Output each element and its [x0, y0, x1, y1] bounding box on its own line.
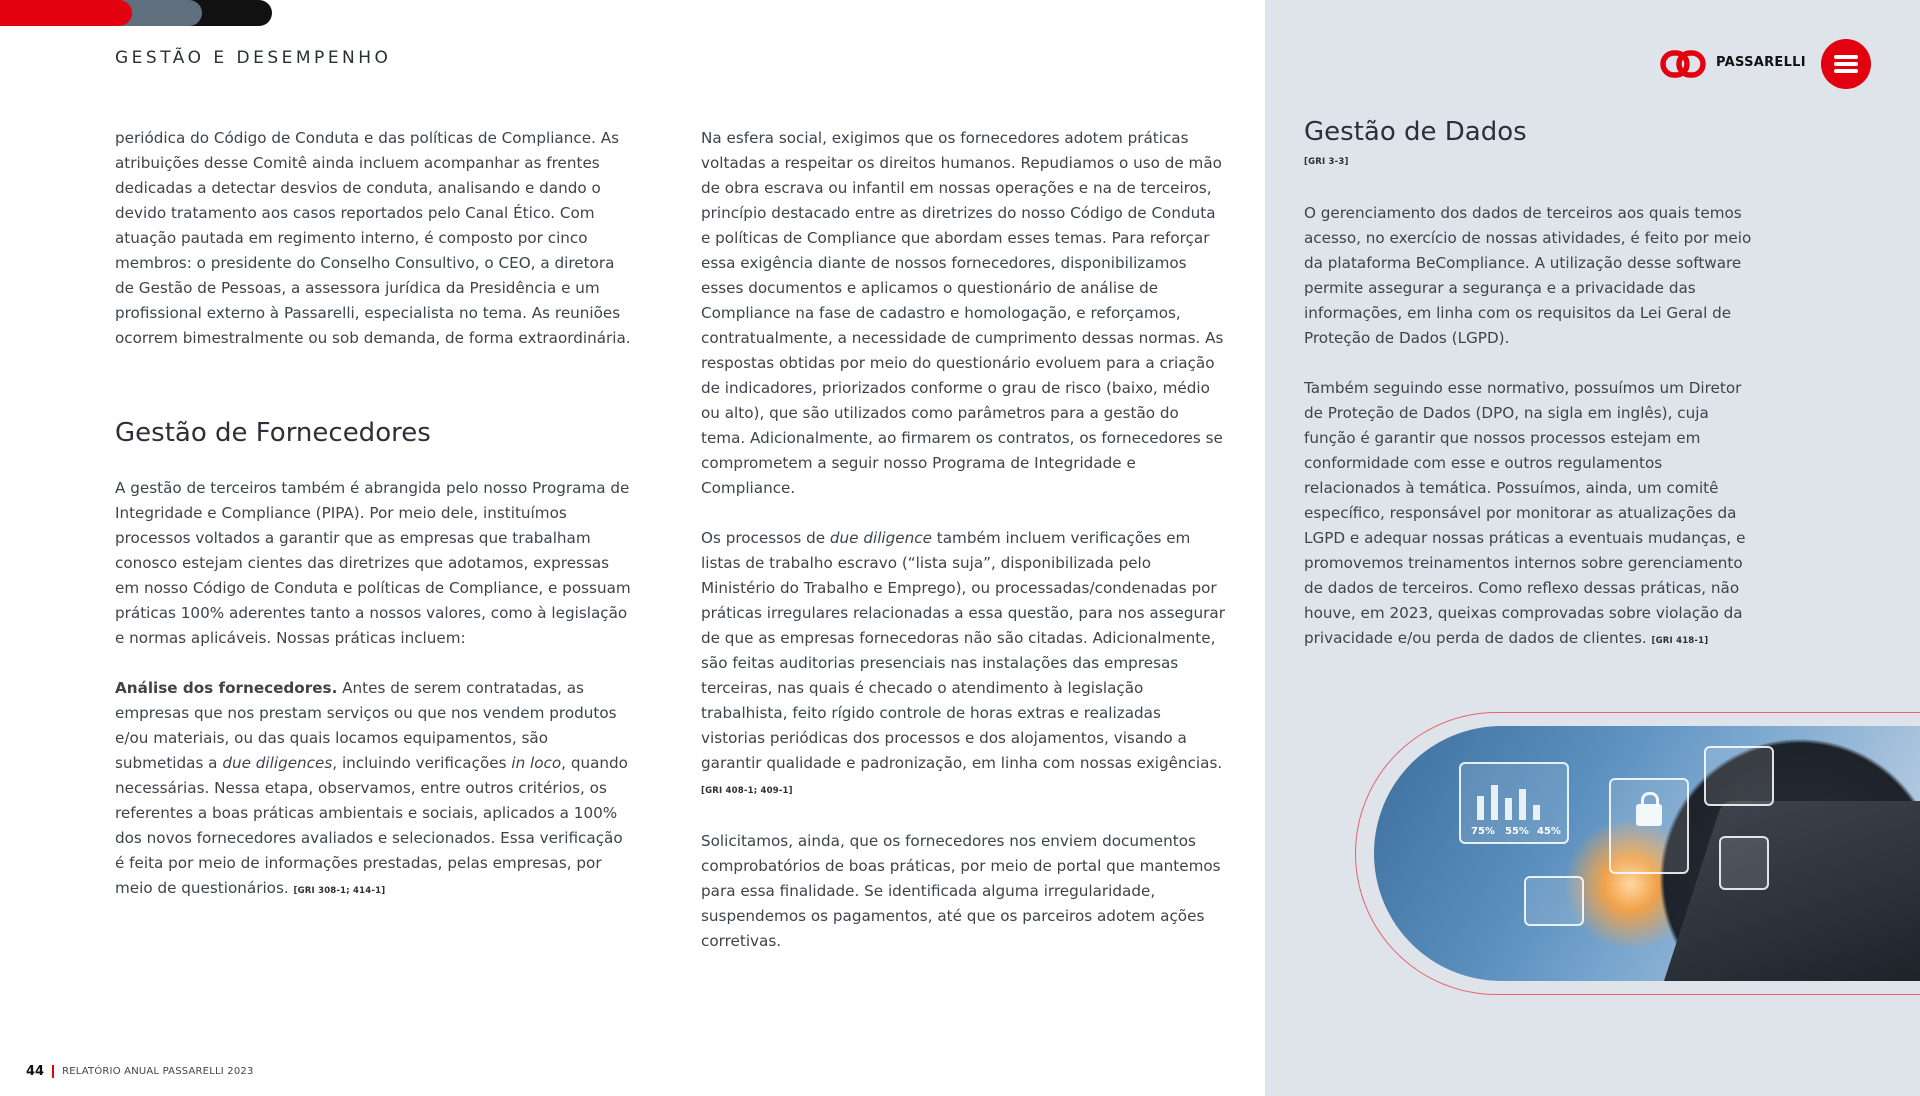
section-label: GESTÃO E DESEMPENHO — [115, 48, 392, 68]
overlay-bar — [1505, 798, 1512, 820]
footer — [26, 1063, 254, 1079]
heading-gestao-dados: Gestão de Dados — [1304, 117, 1527, 147]
page-number: 44 — [26, 1063, 45, 1079]
chart-overlay-box — [1459, 762, 1569, 844]
progress-bar — [0, 0, 272, 26]
passarelli-logo-icon — [1660, 48, 1706, 80]
overlay-percent: 55% — [1505, 826, 1529, 837]
brand-name: PASSARELLI — [1716, 55, 1806, 70]
paragraph: periódica do Código de Conduta e das políticas de Compliance. As atribuições desse Comitê ainda incluem acompanhar as frentes dedicadas a detectar desvios de conduta, analisando e dando o devido tratamento aos casos reportados pelo Canal Ético. Com atuação pautada em regimento interno, é composto por cinco membros: o presidente do Conselho Consultivo, o CEO, a diretora de Gestão de Pessoas, a assessora jurídica da Presidência e um profissional externo à Passarelli, especialista no tema. As reuniões ocorrem bimestralmente ou sob demanda, de forma extraordinária. — [115, 129, 631, 347]
progress-segment-red — [0, 0, 132, 26]
overlay-bar — [1491, 785, 1498, 820]
overlay-percent: 45% — [1537, 826, 1561, 837]
overlay-bar — [1519, 789, 1526, 820]
lock-icon — [1636, 804, 1662, 826]
gri-reference: [GRI 408-1; 409-1] — [701, 786, 793, 796]
column-3-text — [1304, 201, 1754, 654]
column-1-text — [115, 126, 635, 351]
overlay-bar — [1477, 796, 1484, 820]
bold-lead: Análise dos fornecedores. — [115, 679, 338, 697]
paragraph: Solicitamos, ainda, que os fornecedores nos enviem documentos comprobatórios de boas práticas, por meio de portal que mantemos para essa finalidade. Se identificada alguma irregularidade, suspendemos os pagamentos, até que os parceiros adotem ações corretivas. — [701, 832, 1221, 950]
graph-overlay-box — [1704, 746, 1774, 806]
paragraph: O gerenciamento dos dados de terceiros aos quais temos acesso, no exercício de nossas atividades, é feito por meio da plataforma BeCompliance. A utilização desse software permite assegurar a segurança e a privacidade das informações, em linha com os requisitos da Lei Geral de Proteção de Dados (LGPD). — [1304, 204, 1752, 347]
laptop-illustration — [1658, 801, 1920, 981]
paragraph: A gestão de terceiros também é abrangida pelo nosso Programa de Integridade e Compliance (PIPA). Por meio dele, instituímos processos voltados a garantir que as empresas que trabalham conosco estejam cientes das diretrizes que adotamos, expressas em nosso Código de Conduta e políticas de Compliance, e possuam práticas 100% aderentes tanto a nossos valores, como à legislação e normas aplicáveis. Nossas práticas incluem: — [115, 479, 631, 647]
heading-gestao-fornecedores: Gestão de Fornecedores — [115, 418, 431, 448]
overlay-bar — [1533, 805, 1540, 820]
menu-button[interactable] — [1821, 39, 1871, 89]
paragraph: Também seguindo esse normativo, possuímos um Diretor de Proteção de Dados (DPO, na sigla em inglês), cuja função é garantir que nossos processos estejam em conformidade com esse e outros regulamentos relacionados à temática. Possuímos, ainda, um comitê específico, responsável por monitorar as atualizações da LGPD e adequar nossas práticas a eventuais mudanças, e promovemos treinamentos internos sobre gerenciamento de dados de terceiros. Como reflexo dessas práticas, não houve, em 2023, queixas comprovadas sobre violação da privacidade e/ou perda de dados de clientes. [GRI 418-1] — [1304, 379, 1746, 647]
paragraph: Na esfera social, exigimos que os fornecedores adotem práticas voltadas a respeitar os direitos humanos. Repudiamos o uso de mão de obra escrava ou infantil em nossas operações e na de terceiros, princípio destacado entre as diretrizes do nosso Código de Conduta e políticas de Compliance que abordam esses temas. Para reforçar essa exigência diante de nossos fornecedores, disponibilizamos esses documentos e aplicamos o questionário de análise de Compliance na fase de cadastro e homologação, e reforçamos, contratualmente, a necessidade de cumprimento dessas normas. As respostas obtidas por meio do questionário evoluem para a criação de indicadores, priorizados conforme o grau de risco (baixo, médio ou alto), que são utilizados como parâmetros para a gestão do tema. Adicionalmente, ao firmarem os contratos, os fornecedores se comprometem a seguir nosso Programa de Integridade e Compliance. — [701, 129, 1224, 497]
file-overlay-box — [1719, 836, 1769, 890]
hamburger-icon — [1834, 55, 1858, 59]
overlay-percent: 75% — [1471, 826, 1495, 837]
paragraph: Os processos de due diligence também incluem verificações em listas de trabalho escravo (“lista suja”, disponibilizada pelo Ministério do Trabalho e Emprego), ou processadas/condenadas por práticas irregulares relacionadas a essa questão, para nos assegurar de que as empresas fornecedoras não são citadas. Adicionalmente, são feitas auditorias presenciais nas instalações das empresas terceiras, nas quais é checado o atendimento à legislação trabalhista, feito rígido controle de horas extras e realizadas vistorias periódicas dos processos e dos alojamentos, visando a garantir qualidade e padronização, em linha com nossas exigências. [GRI 408-1; 409-1] — [701, 529, 1225, 796]
gri-reference: [GRI 3-3] — [1304, 157, 1349, 167]
report-title: RELATÓRIO ANUAL PASSARELLI 2023 — [62, 1065, 254, 1077]
passarelli-logo[interactable] — [1660, 46, 1806, 82]
document-overlay-box — [1524, 876, 1584, 926]
gri-reference: [GRI 308-1; 414-1] — [293, 886, 386, 896]
gri-reference: [GRI 418-1] — [1651, 636, 1709, 646]
paragraph-analise: Análise dos fornecedores. Antes de serem contratadas, as empresas que nos prestam serviços ou que nos vendem produtos e/ou materiais, ou das quais locamos equipamentos, são submetidas a due diligences, incluindo verificações in loco, quando necessárias. Nessa etapa, observamos, entre outros critérios, os referentes a boas práticas ambientais e sociais, aplicados a 100% dos novos fornecedores avaliados e selecionados. Essa verificação é feita por meio de informações prestadas, pelas empresas, por meio de questionários. [GRI 308-1; 414-1] — [115, 679, 628, 897]
data-security-photo — [1374, 726, 1920, 981]
footer-divider — [52, 1065, 54, 1078]
column-1b-text — [115, 476, 635, 904]
column-2-text — [701, 126, 1226, 954]
